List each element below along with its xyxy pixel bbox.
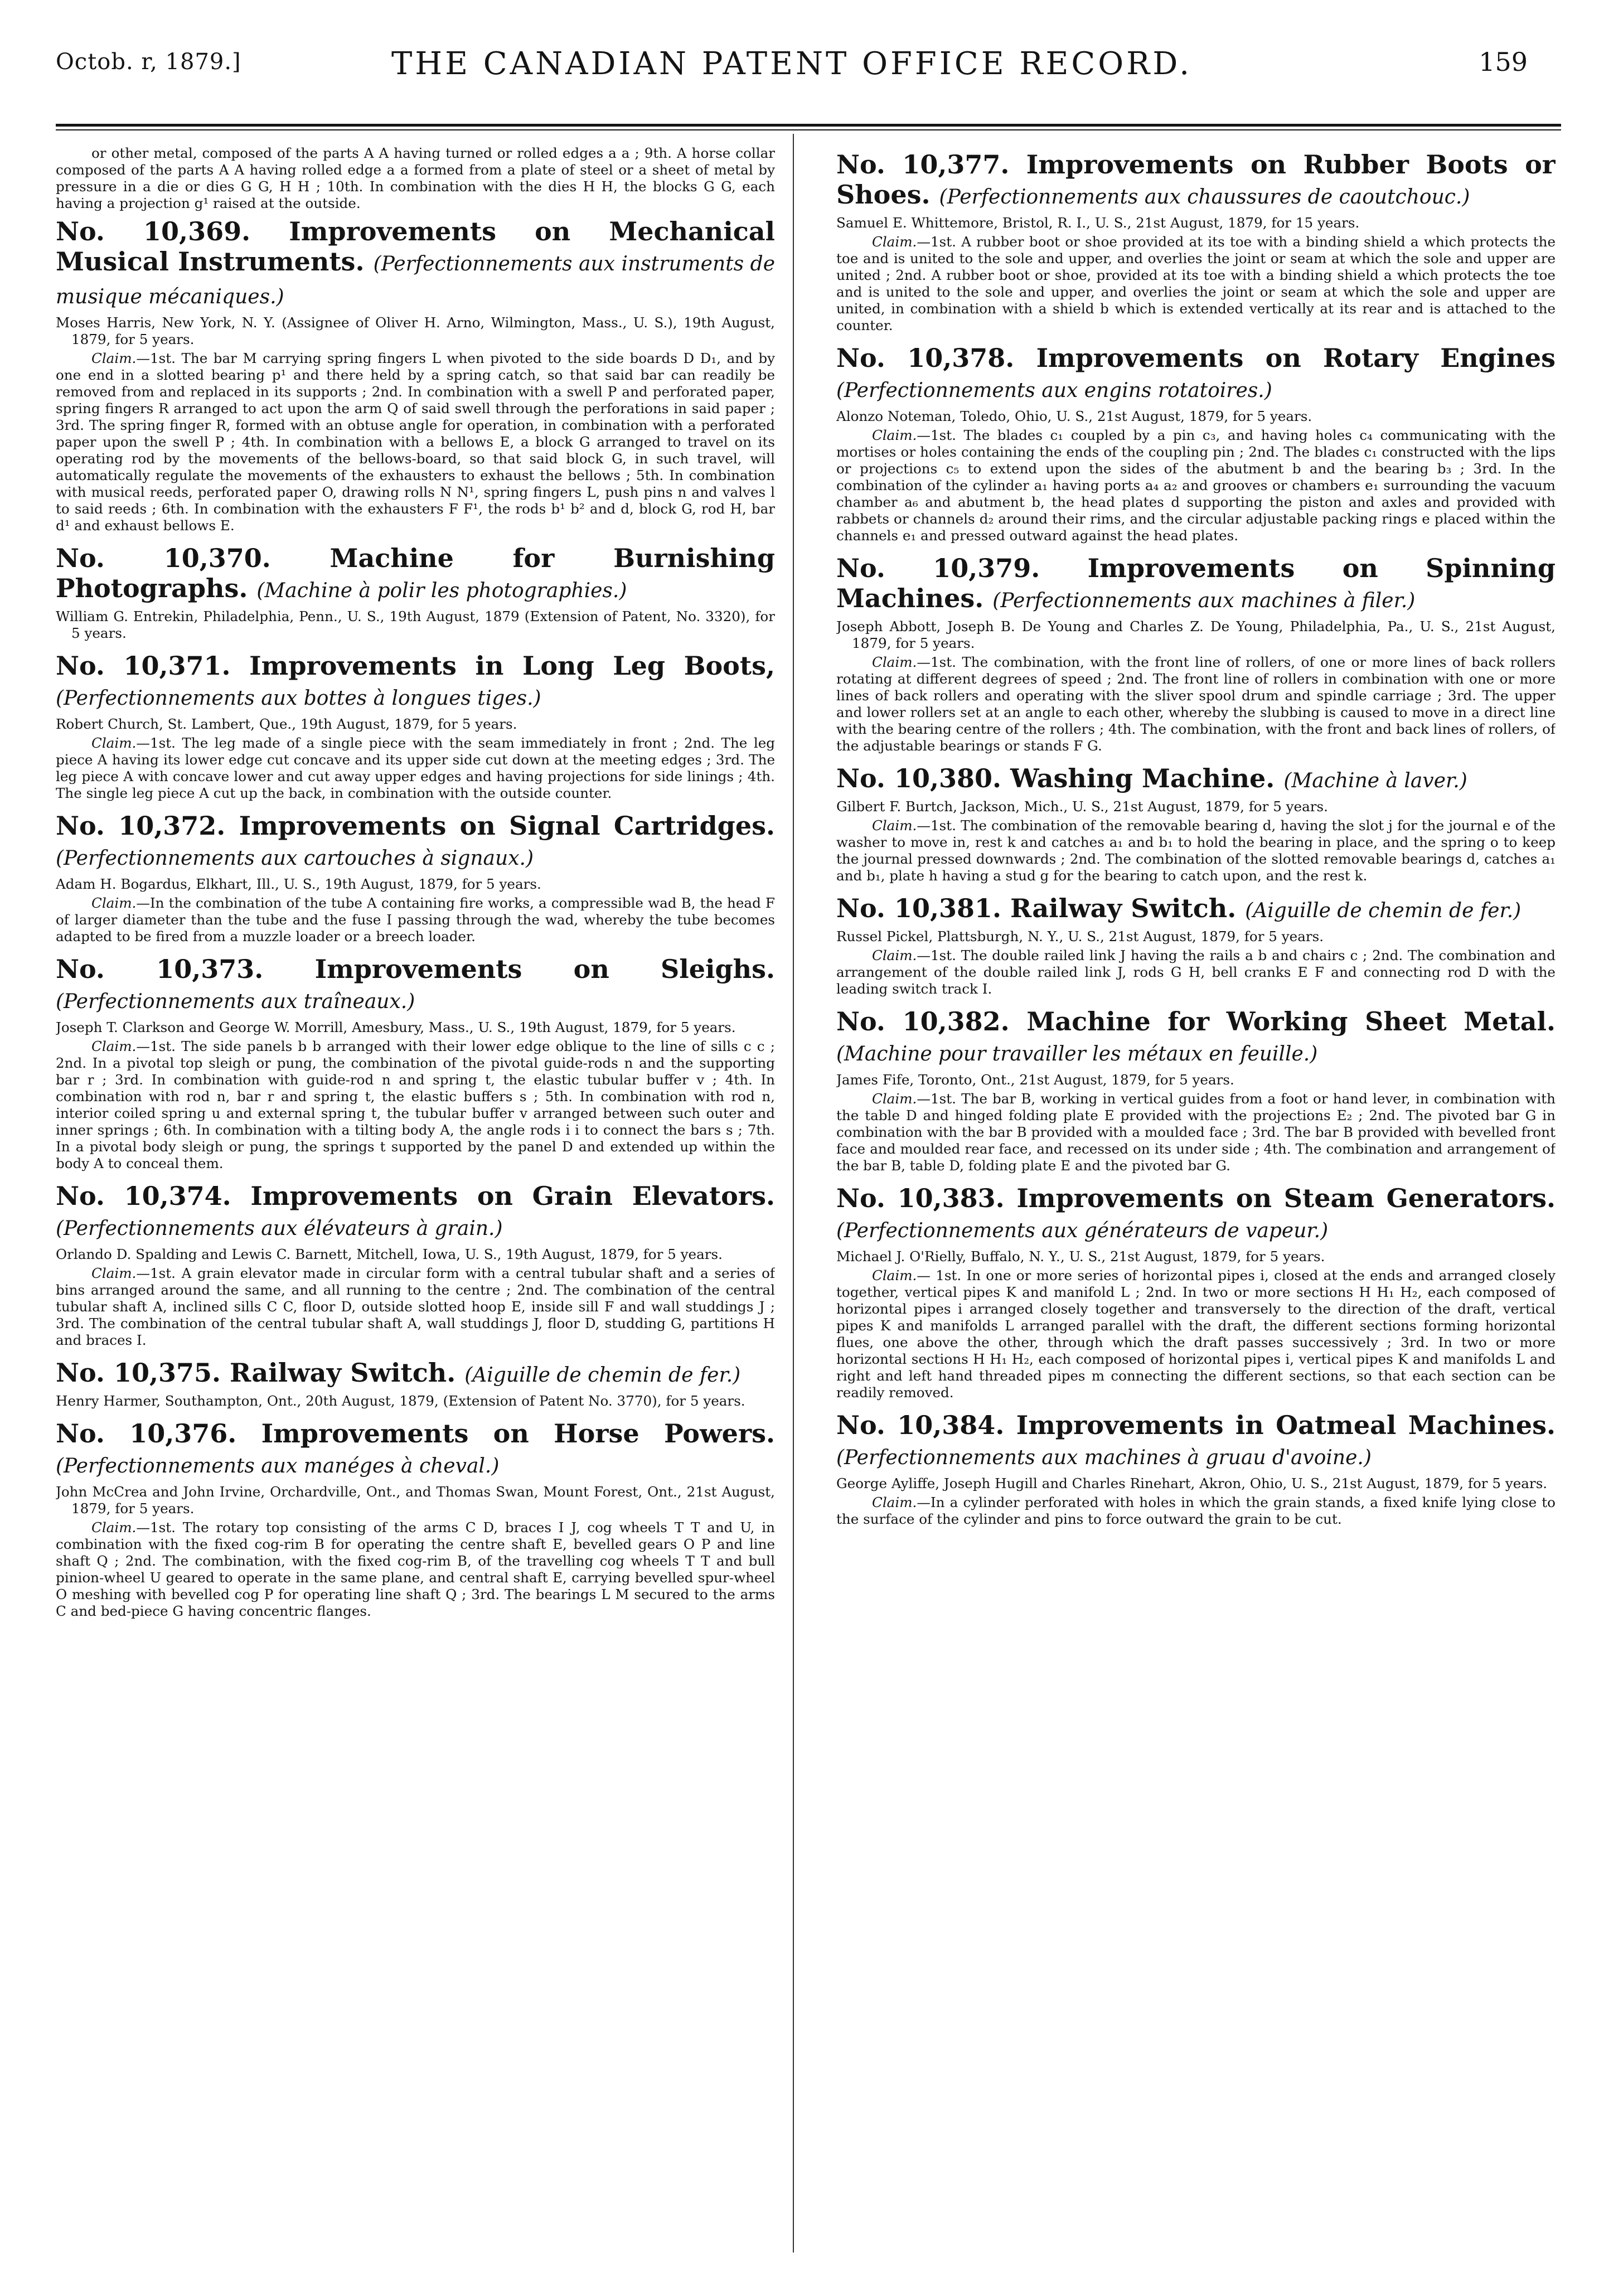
running-head [56, 46, 1528, 99]
claim-body: —1st. A grain elevator made in circular form with a central tubular shaft and a series of bins arranged around the same, and all running to the centre ; 2nd. The combination of the central tubular shaft A, inclined sills C C, floor D, outside slotted hoop E, inside sill F and wall studdings J ; 3rd. The combination of the central tubular shaft A, wall studdings J, floor D, studding G, partitions H and braces I. [56, 1265, 775, 1348]
claim-label: Claim. [872, 1091, 917, 1107]
entry-heading [56, 216, 775, 312]
claim-text [836, 817, 1556, 884]
claim-body: —1st. The blades c₁ coupled by a pin c₃, and having holes c₄ communicating with the mortises or holes containing the ends of the coupling pin ; 2nd. The blades c₁ constructed with the lips or projections c₅ to extend upon the sides of the abutment b and the bearing b₃ ; 3rd. In the combination of the cylinder a₁ having ports a₄ a₂ and grooves or chambers e₁ surrounding the vacuum chamber a₆ and abutment b, the head plates d supporting the piston and axles and provided with rabbets or channels d₂ around their rims, and the circular adjustable packing rings e placed within the channels e₁ and pressed outward against the head plates. [836, 427, 1556, 544]
applicant-line: Joseph T. Clarkson and George W. Morrill, Amesbury, Mass., U. S., 19th August, 1879, for 5 years. [56, 1019, 736, 1035]
entry-heading [56, 1181, 775, 1244]
page-number: 159 [1479, 47, 1528, 77]
entry-heading [836, 893, 1556, 926]
patent-title: Railway Switch. [1010, 893, 1237, 923]
french-title: (Perfectionnements aux engins rotatoires.) [836, 379, 1272, 402]
patent-title: Railway Switch. [230, 1358, 456, 1388]
patent-number: No. 10,375. [56, 1358, 221, 1388]
claim-text [836, 1267, 1556, 1401]
applicant-line: George Ayliffe, Joseph Hugill and Charles Rinehart, Akron, Ohio, U. S., 21st August, 1879, for 5 years. [836, 1475, 1548, 1491]
claim-text [56, 1265, 775, 1349]
patent-number: No. 10,383. [836, 1183, 1005, 1213]
french-title: (Perfectionnements aux élévateurs à grain.) [56, 1217, 503, 1240]
french-title: (Aiguille de chemin de fer.) [1245, 899, 1522, 922]
claim-body: —In the combination of the tube A containing fire works, a compressible wad B, the head F of larger diameter than the tube and the fuse I passing through the wad, whereby the tube becomes adapted to be fired from a muzzle loader or a breech loader. [56, 895, 775, 944]
applicant-line: Russel Pickel, Plattsburgh, N. Y., U. S., 21st August, 1879, for 5 years. [836, 928, 1324, 944]
patent-entry [56, 811, 775, 945]
french-title: (Perfectionnements aux générateurs de vapeur.) [836, 1219, 1329, 1242]
patent-number: No. 10,373. [56, 954, 264, 984]
patent-entry [56, 216, 775, 534]
french-title: (Machine à laver.) [1283, 769, 1467, 792]
patent-entry [836, 763, 1556, 884]
entry-heading [56, 1418, 775, 1481]
claim-label: Claim. [872, 427, 917, 443]
patent-title: Improvements on Mechanical Musical Instruments. [56, 216, 775, 277]
issue-date: Octob. r, 1879.] [56, 49, 241, 75]
applicant-line: Alonzo Noteman, Toledo, Ohio, U. S., 21st August, 1879, for 5 years. [836, 408, 1312, 424]
applicant-line: Joseph Abbott, Joseph B. De Young and Charles Z. De Young, Philadelphia, Pa., U. S., 21st August, 1879, for 5 years. [836, 618, 1556, 651]
applicant-line: Robert Church, St. Lambert, Que., 19th August, 1879, for 5 years. [56, 716, 517, 732]
applicant-line: Michael J. O'Rielly, Buffalo, N. Y., U. S., 21st August, 1879, for 5 years. [836, 1248, 1325, 1265]
claim-label: Claim. [872, 234, 917, 250]
claim-text [56, 735, 775, 802]
claim-text [836, 1494, 1556, 1528]
claim-label: Claim. [91, 735, 137, 751]
patent-number: No. 10,371. [56, 651, 231, 681]
french-title: (Perfectionnements aux instruments de musique mécaniques.) [56, 253, 775, 308]
claim-body: —1st. The double railed link J having the rails a b and chairs c ; 2nd. The combination and arrangement of the double railed link J, rods G H, bell cranks E F and connecting rod D with the leading switch track I. [836, 947, 1556, 997]
patent-entry [836, 893, 1556, 997]
french-title: (Perfectionnements aux chaussures de caoutchouc.) [939, 186, 1470, 209]
patent-title: Improvements on Rubber Boots or Shoes. [836, 149, 1556, 210]
patent-title: Improvements on Steam Generators. [1016, 1183, 1556, 1213]
entry-heading [836, 1410, 1556, 1473]
claim-label: Claim. [872, 1494, 917, 1510]
claim-label: Claim. [91, 350, 137, 366]
patent-entry [836, 1006, 1556, 1174]
patent-entry [836, 1183, 1556, 1401]
applicant-line: James Fife, Toronto, Ont., 21st August, 1879, for 5 years. [836, 1072, 1234, 1088]
claim-body: —1st. The rotary top consisting of the arms C D, braces I J, cog wheels T T and U, in combination with the fixed cog-rim B for operating the centre shaft E, bevelled gears O P and line shaft Q ; 2nd. The combination, with the fixed cog-rim B, of the travelling cog wheels T T and bull pinion-wheel U geared to operate in the same plane, and central shaft E, carrying bevelled spur-wheel O meshing with bevelled cog P for operating line shaft Q ; 3rd. The bearings L M secured to the arms C and bed-piece G having concentric flanges. [56, 1519, 775, 1619]
claim-text [836, 1091, 1556, 1174]
applicant-line: Samuel E. Whittemore, Bristol, R. I., U. S., 21st August, 1879, for 15 years. [836, 215, 1360, 231]
entry-heading [56, 811, 775, 874]
patent-number: No. 10,380. [836, 763, 1002, 793]
claim-text [56, 1038, 775, 1172]
entry-heading [56, 543, 775, 606]
claim-text [836, 947, 1556, 997]
patent-entry [56, 1358, 775, 1409]
claim-label: Claim. [91, 895, 137, 911]
patent-entry [836, 1410, 1556, 1528]
patent-number: No. 10,372. [56, 811, 226, 841]
patent-title: Improvements in Long Leg Boots, [249, 651, 775, 681]
claim-label: Claim. [91, 1265, 137, 1281]
french-title: (Perfectionnements aux cartouches à signaux.) [56, 847, 534, 870]
claim-text [836, 427, 1556, 544]
applicant-line: Gilbert F. Burtch, Jackson, Mich., U. S., 21st August, 1879, for 5 years. [836, 798, 1328, 815]
claim-label: Claim. [872, 654, 917, 670]
patent-number: No. 10,377. [836, 149, 1010, 180]
french-title: (Machine pour travailler les métaux en feuille.) [836, 1043, 1318, 1065]
claim-body: —1st. The side panels b b arranged with their lower edge oblique to the line of sills c c ; 2nd. In a pivotal top sleigh or pung, the combination of the pivotal guide-rods n and the supporting bar r ; 3rd. In combination with guide-rod n and spring t, the elastic tubular buffer v ; 4th. In combination with rod n, bar r and spring t, the elastic buffers s ; 5th. In combination with rod n, interior coiled spring u and external spring t, the tubular buffer v arranged between such outer and inner springs ; 6th. In combination with a tilting body A, the angle rods i i to connect the bars s ; 7th. In a pivotal body sleigh or pung, the springs t supported by the panel D and extended up within the body A to conceal them. [56, 1038, 775, 1171]
applicant-line: Moses Harris, New York, N. Y. (Assignee of Oliver H. Arno, Wilmington, Mass., U. S.), 19th August, 1879, for 5 years. [56, 314, 775, 347]
claim-body: —1st. The combination, with the front line of rollers, of one or more lines of back rollers rotating at different degrees of speed ; 2nd. The front line of rollers in combination with one or more lines of back rollers and operating with the sliver spool drum and spindle carriage ; 3rd. The upper and lower rollers set at an angle to each other, whereby the slubbing is caused to move in a direct line with the bearing centre of the rollers ; 4th. The combination, with the front and back lines of rollers, of the adjustable bearings or stands F G. [836, 654, 1556, 754]
french-title: (Machine à polir les photographies.) [256, 579, 627, 602]
claim-body: —In a cylinder perforated with holes in which the grain stands, a fixed knife lying close to the surface of the cylinder and pins to force outward the grain to be cut. [836, 1494, 1556, 1527]
patent-entry [56, 1418, 775, 1620]
patent-entry [836, 343, 1556, 544]
patent-title: Machine for Working Sheet Metal. [1026, 1006, 1556, 1036]
patent-number: No. 10,379. [836, 553, 1040, 583]
patent-entry [56, 651, 775, 802]
patent-entry [56, 954, 775, 1172]
entry-heading [836, 1006, 1556, 1069]
claim-body: —1st. The bar B, working in vertical guides from a foot or hand lever, in combination with the table D and hinged folding plate E provided with the projections E₂ ; 2nd. The pivoted bar G in combination with the bar B provided with a moulded face ; 3rd. The bar B provided with bevelled front face and moulded rear face, and recessed on its under side ; 4th. The combination and arrangement of the bar B, table D, folding plate E and the pivoted bar G. [836, 1091, 1556, 1174]
patent-number: No. 10,376. [56, 1418, 237, 1449]
entry-heading [56, 651, 775, 714]
french-title: (Aiguille de chemin de fer.) [464, 1364, 741, 1387]
patent-number: No. 10,378. [836, 343, 1015, 373]
right-column [836, 145, 1556, 2264]
claim-body: —1st. The combination of the removable bearing d, having the slot j for the journal e of the washer to move in, rest k and catches a₁ and b₁ to hold the bearing in place, and the spring o to keep the journal pressed downwards ; 2nd. The combination of the slotted removable bearings d, catches a₁ and b₁, plate h having a stud g for the bearing to catch upon, and the rest k. [836, 817, 1556, 884]
claim-body: —1st. The bar M carrying spring fingers L when pivoted to the side boards D D₁, and by one end in a slotted bearing p¹ and there held by a spring catch, so that said bar can readily be removed from and replaced in its supports ; 2nd. In combination with a swell P and perforated paper, spring fingers R arranged to act upon the arm Q of said swell through the perforations in said paper ; 3rd. The spring finger R, formed with an obtuse angle for operation, in combination with a perforated paper upon the swell P ; 4th. In combination with a bellows E, a block G arranged to travel on its operating rod by the movements of the bellows-board, so that said block G, in such travel, will automatically regulate the movements of the exhausters to exhaust the bellows ; 5th. In combination with musical reeds, perforated paper O, drawing rolls N N¹, spring fingers L, push pins n and valves l to said reeds ; 6th. In combination with the exhausters F F¹, the rods b¹ b² and d, block G, rod H, bar d¹ and exhaust bellows E. [56, 350, 775, 534]
claim-label: Claim. [872, 947, 917, 963]
claim-label: Claim. [872, 817, 917, 834]
patent-title: Machine for Burnishing Photographs. [56, 543, 775, 603]
applicant-line: Orlando D. Spalding and Lewis C. Barnett, Mitchell, Iowa, U. S., 19th August, 1879, for 5 years. [56, 1246, 723, 1262]
applicant-line: Henry Harmer, Southampton, Ont., 20th August, 1879, (Extension of Patent No. 3770), for 5 years. [56, 1393, 745, 1409]
entry-heading [836, 553, 1556, 616]
patent-number: No. 10,370. [56, 543, 271, 573]
right-entries [836, 149, 1556, 1528]
applicant-line: William G. Entrekin, Philadelphia, Penn., U. S., 19th August, 1879 (Extension of Patent, No. 3320), for 5 years. [56, 608, 775, 641]
entry-heading [836, 343, 1556, 406]
patent-title: Improvements on Signal Cartridges. [239, 811, 775, 841]
claim-text [56, 350, 775, 534]
claim-body: — 1st. In one or more series of horizontal pipes i, closed at the ends and arranged closely together, vertical pipes K and manifold L ; 2nd. In two or more sections H H₁ H₂, each composed of horizontal pipes i arranged closely together and transversely to the direction of the draft, vertical pipes K and manifolds L arranged parallel with the draft, the different sections forming horizontal flues, one above the other, through which the draft passes successively ; 3rd. In two or more horizontal sections H H₁ H₂, each composed of horizontal pipes i, vertical pipes K and manifolds L and right and left hand threaded pipes m connecting the different sections, so that each section can be readily removed. [836, 1267, 1556, 1401]
claim-body: —1st. A rubber boot or shoe provided at its toe with a binding shield a which protects the toe and is united to the sole and upper, and overlies the joint or seam at which the sole and upper are united ; 2nd. A rubber boot or shoe, provided at its toe with a binding shield a which protects the toe and is united to the sole and upper, and overlies the joint or seam at which the sole and upper are united, in combination with a shield b which is extended vertically at its rear and is attached to the counter. [836, 234, 1556, 333]
patent-title: Improvements on Horse Powers. [261, 1418, 775, 1449]
column-divider [793, 134, 794, 2253]
claim-body: —1st. The leg made of a single piece with the seam immediately in front ; 2nd. The leg piece A having its lower edge cut concave and its upper side cut down at the meeting edges ; 3rd. The leg piece A with concave lower and cut away upper edges and having projections for side linings ; 4th. The single leg piece A cut up the back, in combination with the outside counter. [56, 735, 775, 801]
entry-heading [836, 1183, 1556, 1246]
patent-entry [56, 543, 775, 642]
header-rule [56, 124, 1561, 127]
applicant-line: Adam H. Bogardus, Elkhart, Ill., U. S., 19th August, 1879, for 5 years. [56, 876, 541, 892]
claim-text [836, 654, 1556, 754]
french-title: (Perfectionnements aux machines à gruau d'avoine.) [836, 1446, 1372, 1469]
french-title: (Perfectionnements aux manéges à cheval.) [56, 1455, 500, 1478]
continued-claim-text: or other metal, composed of the parts A A having turned or rolled edges a a ; 9th. A horse collar composed of the parts A A having rolled edge a a formed from a plate of steel or a sheet of metal by pressure in a die or dies G G, H H ; 10th. In combination with the dies H H, the blocks G G, each having a projection g¹ raised at the outside. [56, 145, 775, 211]
patent-number: No. 10,384. [836, 1410, 1005, 1440]
claim-label: Claim. [91, 1519, 137, 1535]
patent-title: Improvements on Grain Elevators. [250, 1181, 775, 1211]
patent-number: No. 10,369. [56, 216, 251, 246]
entry-heading [56, 954, 775, 1017]
left-entries [56, 216, 775, 1620]
patent-number: No. 10,381. [836, 893, 1002, 923]
patent-title: Washing Machine. [1010, 763, 1275, 793]
entry-heading [836, 763, 1556, 796]
claim-label: Claim. [91, 1038, 137, 1054]
french-title: (Perfectionnements aux machines à filer.) [992, 589, 1416, 612]
patent-number: No. 10,382. [836, 1006, 1010, 1036]
header-rule-thin [56, 129, 1561, 130]
patent-number: No. 10,374. [56, 1181, 231, 1211]
publication-title: THE CANADIAN PATENT OFFICE RECORD. [391, 46, 1193, 82]
patent-title: Improvements in Oatmeal Machines. [1016, 1410, 1556, 1440]
entry-heading [56, 1358, 775, 1391]
claim-label: Claim. [872, 1267, 917, 1283]
patent-entry [836, 149, 1556, 334]
french-title: (Perfectionnements aux bottes à longues tiges.) [56, 687, 541, 710]
patent-title: Improvements on Sleighs. [314, 954, 775, 984]
left-column [56, 145, 775, 2264]
claim-text [836, 234, 1556, 334]
patent-title: Improvements on Spinning Machines. [836, 553, 1556, 613]
patent-title: Improvements on Rotary Engines [1036, 343, 1556, 373]
french-title: (Perfectionnements aux traîneaux.) [56, 990, 415, 1013]
patent-entry [836, 553, 1556, 754]
claim-text [56, 895, 775, 945]
applicant-line: John McCrea and John Irvine, Orchardville, Ont., and Thomas Swan, Mount Forest, Ont., 21st August, 1879, for 5 years. [56, 1484, 775, 1517]
entry-heading [836, 149, 1556, 212]
claim-text [56, 1519, 775, 1620]
patent-entry [56, 1181, 775, 1349]
